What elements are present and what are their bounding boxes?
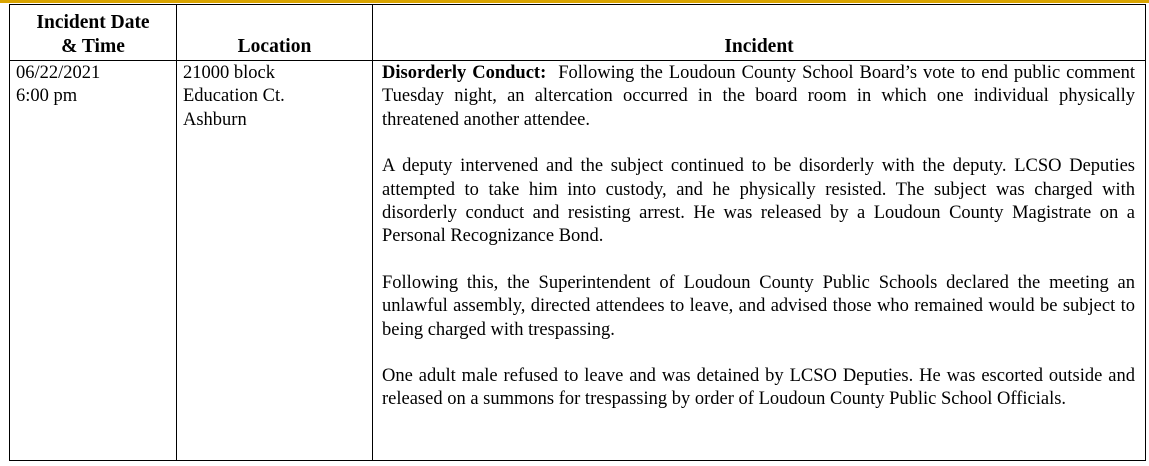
incident-paragraph-1 [382, 62, 1135, 132]
header-incident-label: Incident [724, 36, 794, 57]
incident-paragraph-1-text: Following the Loudoun County School Board’s vote to end public comment Tuesday night, an altercation occurred in the board room in which one individual physically threatened another attendee. [382, 63, 1135, 130]
top-rule [0, 0, 1149, 3]
incident-paragraph-4: One adult male refused to leave and was detained by LCSO Deputies. He was escorted outside and released on a summons for trespassing by order of Loudoun County Public School Officials. [382, 366, 1135, 410]
incident-paragraph-3: Following this, the Superintendent of Loudoun County Public Schools declared the meeting an unlawful assembly, directed attendees to leave, and advised those who remained would be subject to being charged with trespassing. [382, 272, 1135, 340]
incident-type: Disorderly Conduct: [382, 63, 547, 83]
header-date-line2: & Time [61, 36, 125, 57]
header-date-time [10, 5, 177, 61]
header-incident [373, 5, 1146, 61]
table-row [10, 61, 1146, 461]
header-row [10, 5, 1146, 61]
incident-time: 6:00 pm [16, 86, 78, 107]
header-date-line1: Incident Date [36, 12, 150, 33]
location-line1: 21000 block [183, 63, 275, 83]
incident-date: 06/22/2021 [16, 63, 101, 83]
location-line3: Ashburn [183, 109, 247, 130]
header-location [177, 5, 373, 61]
incident-table [9, 4, 1146, 461]
incident-paragraph-2: A deputy intervened and the subject continued to be disorderly with the deputy. LCSO Deputies attempted to take him into custody, and he physically resisted. The subject was charged with disorderly conduct and resisting arrest. He was released by a Loudoun County Magistrate on a Personal Recognizance Bond. [382, 156, 1135, 247]
incident-cell [373, 61, 1146, 461]
date-time-cell [10, 61, 177, 461]
location-line2: Education Ct. [183, 86, 285, 107]
location-cell [177, 61, 373, 461]
header-location-label: Location [237, 36, 312, 57]
